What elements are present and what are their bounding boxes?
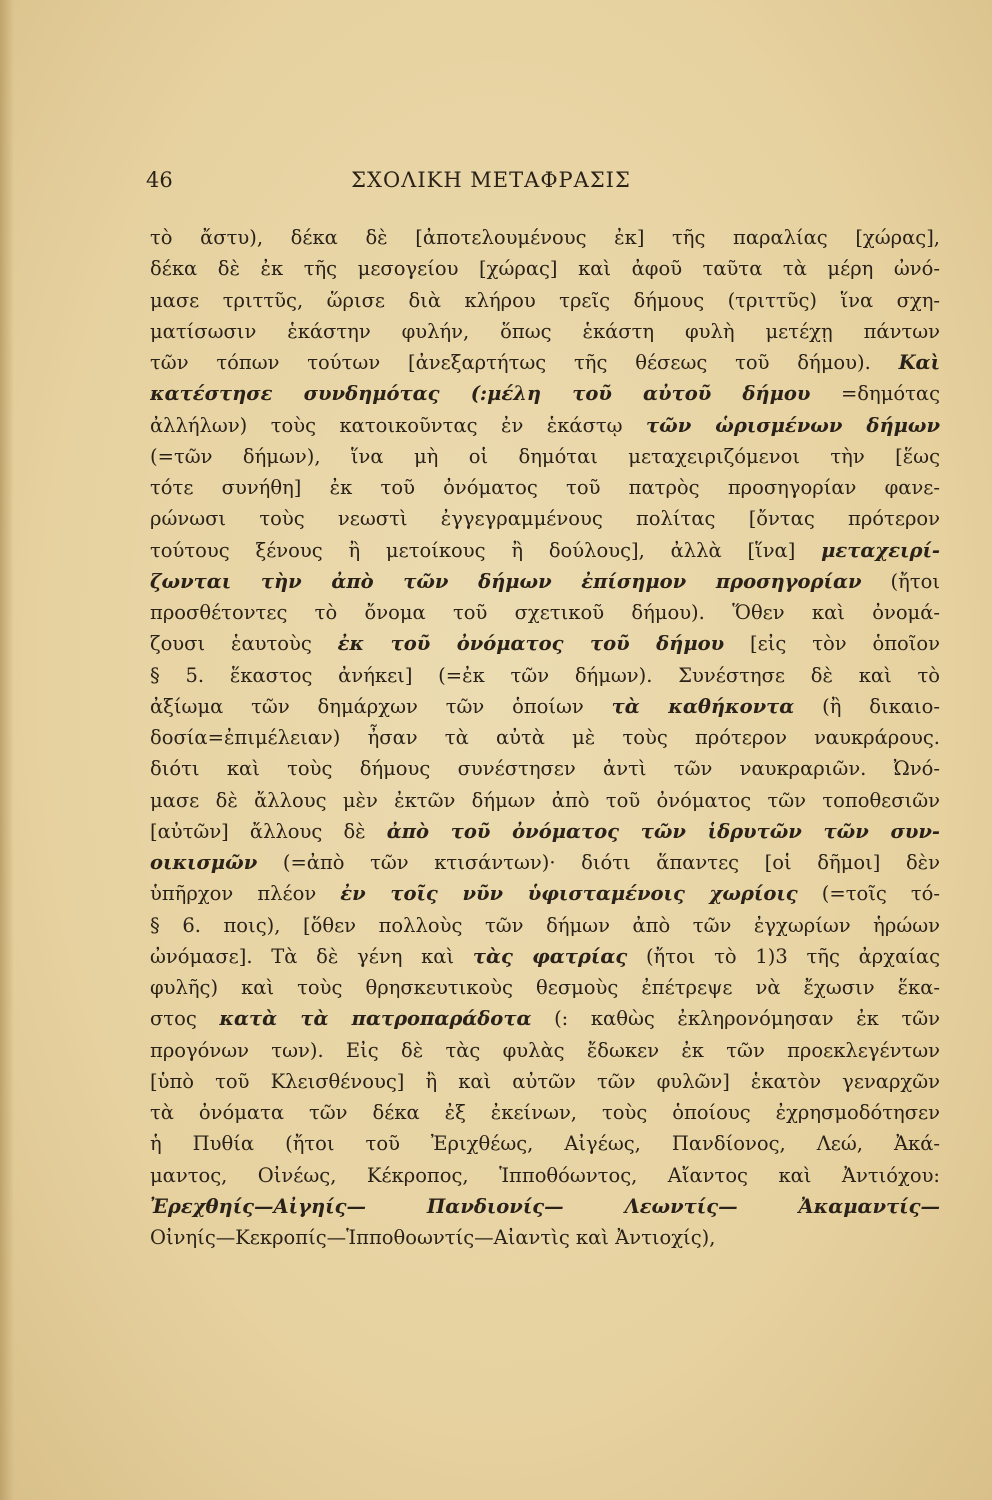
text-span: § 5. ἕκαστος ἀνήκει] (=ἐκ τῶν δήμων). Συνέστησε δὲ καὶ τὸ — [150, 663, 940, 687]
text-span: (: καθὼς ἐκληρονόμησαν ἐκ τῶν — [531, 1007, 940, 1031]
text-span: (=ἀπὸ τῶν κτισάντων)· διότι ἅπαντες [οἱ δῆμοι] δὲν — [257, 851, 940, 874]
text-span: προσθέτοντες τὸ ὄνομα τοῦ σχετικοῦ δήμου). Ὅθεν καὶ ὀνομά- — [150, 601, 940, 624]
text-line — [150, 503, 940, 534]
text-span: μαντος, Οἰνέως, Κέκροπος, Ἱπποθόωντος, Αἴαντος καὶ Ἀντιόχου: — [150, 1163, 940, 1187]
page-header — [146, 168, 836, 202]
text-line — [150, 347, 940, 378]
page-binding-shadow — [0, 0, 14, 1500]
text-line — [150, 1035, 940, 1066]
text-span: ρώνωσι τοὺς νεωστὶ ἐγγεγραμμένους πολίτας [ὄντας πρότερον — [150, 507, 940, 531]
text-line — [150, 972, 940, 1003]
text-line — [150, 660, 940, 691]
text-span: τὸ ἄστυ), δέκα δὲ [ἀποτελουμένους ἐκ] τῆς παραλίας [χώρας], — [150, 226, 940, 249]
text-line — [150, 472, 940, 503]
text-span: (ἤτοι τὸ 1)3 τῆς ἀρχαίας — [627, 944, 940, 968]
emphasis-span: Ἐρεχθηίς—Αἰγηίς— Πανδιονίς— Λεωντίς— Ἀκαμαντίς— — [150, 1194, 940, 1218]
text-span: φυλῆς) καὶ τοὺς θρησκευτικοὺς θεσμοὺς ἐπέτρεψε νὰ ἔχωσιν ἕκα- — [150, 976, 940, 999]
text-line — [150, 566, 940, 597]
text-line — [150, 441, 940, 472]
text-line — [150, 816, 940, 847]
text-line — [150, 847, 940, 878]
emphasis-span: ἐν τοῖς νῦν ὑφισταμένοις χωρίοις — [340, 882, 798, 906]
text-span: ζουσι ἑαυτοὺς — [150, 632, 338, 656]
text-span: στος — [150, 1007, 220, 1031]
text-line — [150, 1128, 940, 1159]
emphasis-span: μεταχειρί- — [821, 538, 940, 562]
text-span: ἀξίωμα τῶν δημάρχων τῶν ὁποίων — [150, 694, 612, 718]
page-number: 46 — [146, 168, 173, 192]
text-line — [150, 785, 940, 816]
text-span: ἀλλήλων) τοὺς κατοικοῦντας ἐν ἑκάστῳ — [150, 413, 647, 437]
text-span: [ὑπὸ τοῦ Κλεισθένους] ἢ καὶ αὐτῶν τῶν φυλῶν] ἑκατὸν γεναρχῶν — [150, 1069, 940, 1093]
text-line — [150, 691, 940, 722]
emphasis-span: ἐκ τοῦ ὀνόματος τοῦ δήμου — [337, 632, 725, 656]
text-span: =δημότας — [810, 382, 940, 406]
text-span: ὠνόμασε]. Τὰ δὲ γένη καὶ — [150, 944, 473, 968]
text-span: μασε δὲ ἄλλους μὲν ἐκτῶν δήμων ἀπὸ τοῦ ὀνόματος τῶν τοποθεσιῶν — [150, 788, 940, 812]
text-line — [150, 1160, 940, 1191]
text-span: (=τῶν δήμων), ἵνα μὴ οἱ δημόται μεταχειριζόμενοι τὴν [ἕως — [150, 444, 940, 468]
emphasis-span: τὰς φατρίας — [472, 944, 628, 968]
body-text — [150, 222, 940, 1253]
text-line — [150, 878, 940, 909]
text-line — [150, 378, 940, 409]
emphasis-span: τῶν ὡρισμένων δήμων — [646, 413, 940, 437]
text-line — [150, 1003, 940, 1034]
text-span: [αὐτῶν] ἄλλους δὲ — [150, 819, 387, 843]
text-line — [150, 1191, 940, 1222]
emphasis-span: τὰ καθήκοντα — [611, 694, 795, 718]
text-line — [150, 535, 940, 566]
text-line — [150, 722, 940, 753]
text-line — [150, 1097, 940, 1128]
text-line — [150, 753, 940, 784]
text-span: (ἢ δικαιο- — [794, 694, 940, 718]
text-line — [150, 410, 940, 441]
text-span: ματίσωσιν ἑκάστην φυλήν, ὅπως ἑκάστη φυλὴ μετέχῃ πάντων — [150, 319, 940, 343]
text-span: (=τοῖς τό- — [797, 882, 940, 906]
text-line — [150, 941, 940, 972]
emphasis-span: ἀπὸ τοῦ ὀνόματος τῶν ἱδρυτῶν τῶν συν- — [386, 819, 940, 843]
text-span: διότι καὶ τοὺς δήμους συνέστησεν ἀντὶ τῶν ναυκραριῶν. Ὠνό- — [150, 757, 940, 781]
emphasis-span: κατέστησε συνδημότας (:μέλη τοῦ αὐτοῦ δήμου — [150, 382, 811, 406]
text-line — [150, 910, 940, 941]
text-span: ἡ Πυθία (ἤτοι τοῦ Ἐριχθέως, Αἰγέως, Πανδίονος, Λεώ, Ἀκά- — [150, 1132, 940, 1156]
text-span: προγόνων των). Εἰς δὲ τὰς φυλὰς ἔδωκεν ἐκ τῶν προεκλεγέντων — [150, 1038, 940, 1062]
text-line — [150, 253, 940, 284]
emphasis-span: κατὰ τὰ πατροπαράδοτα — [219, 1007, 532, 1031]
text-span: [εἰς τὸν ὁποῖον — [724, 632, 940, 656]
text-span: δέκα δὲ ἐκ τῆς μεσογείου [χώρας] καὶ ἀφοῦ ταῦτα τὰ μέρη ὠνό- — [150, 257, 940, 281]
text-line — [150, 222, 940, 253]
text-line — [150, 628, 940, 659]
text-span: τῶν τόπων τούτων [ἀνεξαρτήτως τῆς θέσεως τοῦ δήμου). — [150, 351, 899, 374]
text-span: τὰ ὀνόματα τῶν δέκα ἐξ ἐκείνων, τοὺς ὁποίους ἐχρησμοδότησεν — [150, 1101, 940, 1124]
text-span: § 6. ποις), [ὅθεν πολλοὺς τῶν δήμων ἀπὸ τῶν ἐγχωρίων ἡρώων — [150, 913, 940, 937]
emphasis-span: Καὶ — [898, 351, 940, 374]
emphasis-span: ζωνται τὴν ἀπὸ τῶν δήμων ἐπίσημον προσηγορίαν — [150, 569, 862, 593]
text-span: Οἰνηίς—Κεκροπίς—Ἱπποθοωντίς—Αἰαντὶς καὶ Ἀντιοχίς), — [150, 1226, 716, 1249]
text-line — [150, 597, 940, 628]
text-line — [150, 1222, 940, 1253]
text-span: (ἤτοι — [861, 569, 940, 593]
text-span: τούτους ξένους ἢ μετοίκους ἢ δούλους], ἀλλὰ [ἵνα] — [150, 538, 822, 562]
text-span: μασε τριττῦς, ὥρισε διὰ κλήρου τρεῖς δήμους (τριττῦς) ἵνα σχη- — [150, 288, 940, 312]
text-span: δοσία=ἐπιμέλειαν) ἦσαν τὰ αὐτὰ μὲ τοὺς πρότερον ναυκράρους. — [150, 726, 940, 749]
text-line — [150, 1066, 940, 1097]
text-line — [150, 285, 940, 316]
running-head: ΣΧΟΛΙΚΗ ΜΕΤΑΦΡΑΣΙΣ — [351, 168, 631, 192]
text-span: τότε συνήθη] ἐκ τοῦ ὀνόματος τοῦ πατρὸς προσηγορίαν φανε- — [150, 476, 940, 499]
text-line — [150, 316, 940, 347]
emphasis-span: οικισμῶν — [150, 851, 258, 874]
text-span: ὑπῆρχον πλέον — [150, 882, 341, 906]
